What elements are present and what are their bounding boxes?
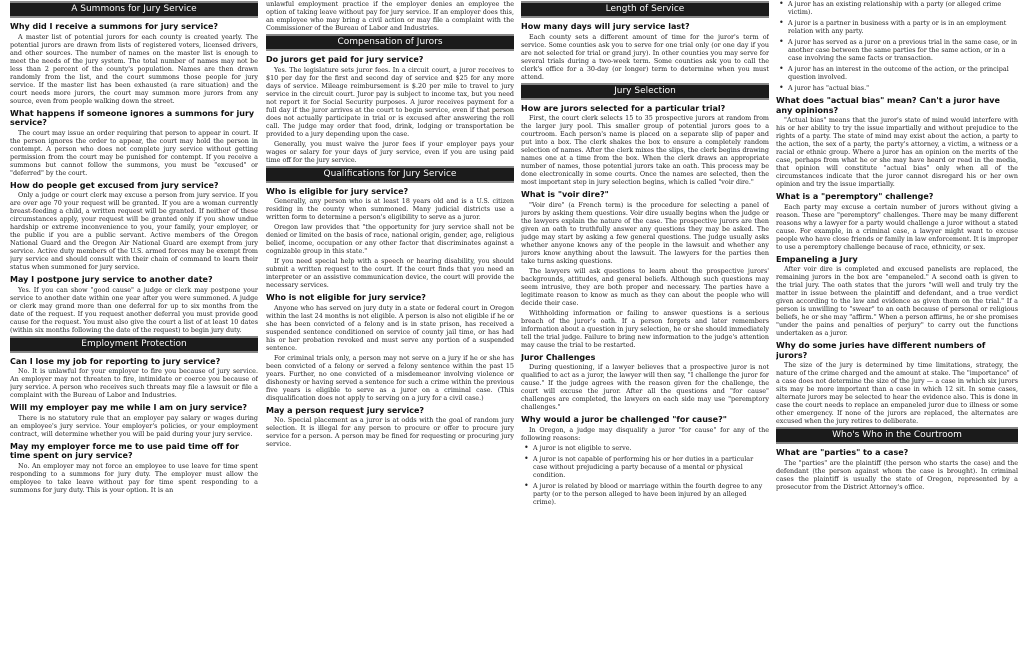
question-heading: Will my employer pay me while I am on jury service? xyxy=(10,403,248,412)
bullet-item: • A juror is not eligible to serve. xyxy=(521,444,769,452)
section-header: Length of Service xyxy=(521,1,769,18)
bullet-item: • A juror is related by blood or marriage within the fourth degree to any party (or to the person alleged to have been injured by an alleged crime). xyxy=(521,482,769,506)
bullet-list xyxy=(776,0,1018,92)
section-header: A Summons for Jury Service xyxy=(10,1,258,18)
body-paragraph: Anyone who has served on jury duty in a state or federal court in Oregon within the last 24 months is not eligible. A person is also not eligible if he or she has been convicted of a felony and is in state prison, has received a suspended sentence conditioned on service of county jail time, or has had his or her probation revoked and must serve any portion of a suspended sentence. xyxy=(266,303,514,352)
section-header: Qualifications for Jury Service xyxy=(266,166,514,183)
bullet-item: • A juror is a partner in business with a party or is in an employment relation with any party. xyxy=(776,19,1018,35)
question-heading: What is "voir dire?" xyxy=(521,190,609,199)
body-paragraph: No. An employer may not force an employee to use leave for time spent responding to a summons for jury duty. The employer must allow the employee to take leave without pay for time spent responding to a summons for jury duty. This is your option. It is an xyxy=(10,461,258,494)
column-1 xyxy=(10,0,258,662)
body-paragraph: Oregon law provides that "the opportunity for jury service shall not be denied or limited on the basis of race, national origin, gender, age, religious belief, income, occupation or any other factor that discriminates against a cognizable group in this state." xyxy=(266,223,514,255)
body-paragraph: In Oregon, a judge may disqualify a juror "for cause" for any of the following reasons: xyxy=(521,425,769,442)
body-paragraph: After voir dire is completed and excused panelists are replaced, the remaining jurors in the box are "empaneled." A second oath is given to the trial jury. The oath states that the jurors "will well and truly try the matter in issue between the plaintiff and defendant, and a true verdict given according to the law and evidence as given them on the trial." If a person is unwilling to "swear" to an oath because of personal or religious beliefs, he or she may "affirm." When a person affirms, he or she promises "under the pains and penalties of perjury" to carry out the functions undertaken as a juror. xyxy=(776,265,1018,337)
question-heading: Why would a juror be challenged "for cause?" xyxy=(521,415,727,424)
question-heading: How do people get excused from jury service? xyxy=(10,180,219,190)
body-paragraph: Only a judge or court clerk may excuse a person from jury service. If you are over age 70 your request will be granted. If you are a woman currently breast-feeding a child, a written request will be granted. If neither of these circumstances apply, your request will be granted only if you show undue hardship or extreme inconvenience to you, your family, your employer, or the public if you are a public servant. Active members of the Oregon National Guard and the Oregon Air National Guard are exempt from jury service. Active duty members of the U.S. armed forces may be exempt from jury service and should consult with their chain of command to learn their status when summoned for jury service. xyxy=(10,191,258,271)
section-header: Employment Protection xyxy=(10,336,258,353)
question-heading: Juror Challenges xyxy=(521,352,596,362)
body-paragraph: The court may issue an order requiring that person to appear in court. If the person ignores the order to appear, the court may hold the person in contempt. A person who does not complete jury service without getting permission from the court may be punished for contempt. If you receive a summons but cannot follow the summons, you must be "excused" or "deferred" by the court. xyxy=(10,128,258,177)
body-paragraph: Generally, any person who is at least 18 years old and is a U.S. citizen residing in the county when summoned. Many judicial districts use a written form to determine a person's eligibility to serve as a juror. xyxy=(266,197,514,221)
question-heading: Who is not eligible for jury service? xyxy=(266,293,426,302)
body-paragraph: Yes. The legislature sets juror fees. In a circuit court, a juror receives to $10 per day for the first and second day of service and $25 for any more days of service. Mileage reimbursement is $.20 per mile to travel to jury service in the circuit court. Juror pay is subject to income tax, but you need not report it for Social Security purposes. A juror receives payment for a full day if the juror arrives at the court to begin service, even if that person does not actually participate in trial or is excused after answering the roll call. The judge may order that food, drink, lodging or transportation be provided to a jury depending upon the case. xyxy=(266,65,514,138)
bullet-item: • A juror has an existing relationship with a party (or alleged crime victim). xyxy=(776,0,1018,16)
question-heading: May I postpone jury service to another date? xyxy=(10,275,213,284)
question-heading: What happens if someone ignores a summons for jury service? xyxy=(10,108,255,127)
question-heading: What are "parties" to a case? xyxy=(776,448,909,457)
body-paragraph: Withholding information or failing to answer questions is a serious breach of the juror's oath. If a person forgets and later remembers information about a question in jury selection, he or she should immediately tell the trial judge. Failure to bring new information to the judge's attention may cause the trial to be restarted. xyxy=(521,308,769,349)
body-paragraph: No. It is unlawful for your employer to fire you because of jury service. An employer may not threaten to fire, intimidate or coerce you because of jury service. A person who receives such threats may file a lawsuit or file a complaint with the Bureau of Labor and Industries. xyxy=(10,367,258,399)
question-heading: May a person request jury service? xyxy=(266,405,425,415)
bullet-item: • A juror has served as a juror on a previous trial in the same case, or in another case between the same parties for the same action, or in a case involving the same facts or transaction. xyxy=(776,38,1018,62)
body-paragraph: "Voir dire" (a French term) is the procedure for selecting a panel of jurors by asking them questions. Voir dire usually begins when the judge or the lawyers explain the nature of the case. The prospective jurors are then given an oath to truthfully answer any questions they may be asked. The judge may start by asking a few general questions. The judge usually asks whether anyone knows any of the people in the lawsuit and whether any jurors know anything about the lawsuit. The lawyers for the parties then take turns asking questions. xyxy=(521,200,769,265)
body-paragraph: The size of the jury is determined by time limitations, strategy, the nature of the crime charged and the amount at stake. The "importance" of a case does not determine the size of the jury — a case in which six jurors sits may be more important than a case in which 12 sit. In some cases, alternate jurors may be selected to hear the evidence also. This is done in case the court needs to replace an empaneled juror due to illness or some other emergency. If none of the jurors are replaced, the alternates are excused when the jury retires to deliberate. xyxy=(776,361,1018,425)
body-paragraph: Each county sets a different amount of time for the juror's term of service. Some counties ask you to serve for one trial only (or one day if you are not selected for trial or grand jury). In other counties you may serve for several trials during a two-week term. Some counties ask you to call the clerk's office for a 30-day (or longer) term to determine when you must attend. xyxy=(521,32,769,81)
question-heading: Empaneling a Jury xyxy=(776,254,858,264)
question-heading: Why did I receive a summons for jury service? xyxy=(10,22,219,31)
body-paragraph: Each party may excuse a certain number of jurors without giving a reason. These are "peremptory" challenges. There may be many different reasons why a lawyer for a party would challenge a juror without a stated cause. For example, in a criminal case, a lawyer might want to excuse people who have close friends or family in law enforcement. It is improper to use a peremptory challenge because of race, ethnicity, or sex. xyxy=(776,202,1018,251)
body-paragraph: During questioning, if a lawyer believes that a prospective juror is not qualified to act as a juror, the lawyer will then say, "I challenge the juror for cause." If the judge agrees with the reason given for the challenge, the court will excuse the juror. After all the questions and "for cause" challenges are completed, the lawyers on each side may use "peremptory challenges." xyxy=(521,363,769,411)
question-heading: What is a "peremptory" challenge? xyxy=(776,192,934,201)
question-heading: Do jurors get paid for jury service? xyxy=(266,55,424,64)
column-2 xyxy=(266,0,514,662)
body-paragraph: "Actual bias" means that the juror's state of mind would interfere with his or her ability to try the issue impartially and without prejudice to the rights of a party. The state of mind may exist about the action, a party to the action, the sex of a party, the party's attorney, a victim, a witness or a racial or ethnic group. Where a juror has an opinion on the merits of the case, perhaps from what he or she may have heard or read in the media, that opinion will constitute "actual bias" only when all of the circumstances indicate that the juror cannot disregard his or her own opinion and try the issue impartially. xyxy=(776,116,1018,188)
question-heading: What does "actual bias" mean? Can't a juror have any opinions? xyxy=(776,96,1000,115)
question-heading: Why do some juries have different numbers of jurors? xyxy=(776,341,986,360)
body-paragraph: The "parties" are the plaintiff (the person who starts the case) and the defendant (the person against whom the case is brought). In criminal cases the plaintiff is usually the state of Oregon, represented by a prosecutor from the District Attorney's office. xyxy=(776,458,1018,491)
section-header: Compensation of Jurors xyxy=(266,34,514,51)
body-paragraph: If you need special help with a speech or hearing disability, you should submit a written request to the court. If the court finds that you need an interpreter or an assistive communication device, the court will provide the necessary services. xyxy=(266,257,514,289)
question-heading: How are jurors selected for a particular trial? xyxy=(521,103,726,113)
bullet-item: • A juror is not capable of performing his or her duties in a particular case without prejudicing a party because of a mental or physical condition. xyxy=(521,455,769,479)
body-paragraph: For criminal trials only, a person may not serve on a jury if he or she has been convicted of a felony or served a felony sentence within the past 15 years. Further, no one convicted of a misdemeanor involving violence or dishonesty or having served a sentence for such a crime within the previous five years is eligible to serve as a juror on a criminal case. (This disqualification does not apply to serving on a jury for a civil case.) xyxy=(266,353,514,402)
body-paragraph: There is no statutory rule that an employer pay salary or wages during an employee's jury service. Your employer's policies, or your employment contract, will determine whether you will be paid during your jury service. xyxy=(10,413,258,438)
body-paragraph: First, the court clerk selects 15 to 35 prospective jurors at random from the larger jury pool. This smaller group of potential jurors goes to a courtroom. Each person's name is placed on a separate slip of paper and put into a box. The clerk shakes the box to ensure a completely random selection of names. After the clerk mixes the slips, the clerk begins drawing names one at a time from the box. When the clerk draws an appropriate number of names, those potential jurors take an oath. This process may be done electronically in some courts. Once the names are selected, then the most important step in jury selection begins, which is called "voir dire." xyxy=(521,114,769,186)
body-paragraph: A master list of potential jurors for each county is created yearly. The potential jurors are drawn from lists of registered voters, licensed drivers, and other sources. The number of names on the master list is enough to meet the needs of the jury system. The total number of names may not be less than 2 percent of the county's population. Names are then drawn randomly from the list, and the court summons those people for jury service. If the master list has been exhausted (a rare situation) and the court needs more jurors, the court may summon more jurors from any source, even from people walking down the street. xyxy=(10,32,258,105)
question-heading: May my employer force me to use paid time off for time spent on jury service? xyxy=(10,441,239,460)
section-header: Who's Who in the Courtroom xyxy=(776,427,1018,444)
body-paragraph: unlawful employment practice if the employer denies an employee the option of taking leave without pay for jury service. If an employer does this, an employee who may bring a civil action or may file a complaint with the Commissioner of the Bureau of Labor and Industries. xyxy=(266,0,514,32)
body-paragraph: No. Special placement as a juror is at odds with the goal of random jury selection. It is illegal for any person to procure or offer to procure jury service for a person. A person may be fined for requesting or procuring jury service. xyxy=(266,416,514,448)
question-heading: Can I lose my job for reporting to jury service? xyxy=(10,356,221,366)
bullet-item: • A juror has "actual bias." xyxy=(776,84,1018,92)
question-heading: Who is eligible for jury service? xyxy=(266,186,409,196)
bullet-item: • A juror has an interest in the outcome of the action, or the principal question involved. xyxy=(776,65,1018,81)
body-paragraph: Generally, you must waive the juror fees if your employer pays your wages or salary for your days of jury service, even if you are using paid time off for the jury service. xyxy=(266,139,514,164)
column-3 xyxy=(521,0,769,662)
bullet-list xyxy=(521,444,769,506)
section-header: Jury Selection xyxy=(521,83,769,100)
column-4 xyxy=(776,0,1018,662)
body-paragraph: Yes. If you can show "good cause" a judge or clerk may postpone your service to another date within one year after you were summoned. A judge or clerk may grand more than one deferral for up to six months from the date of the request. If you request another deferral you must provide good cause for the request. You must also give the court a list of at least 10 dates (within six months following the date of the request) to begin jury duty. xyxy=(10,285,258,334)
question-heading: How many days will jury service last? xyxy=(521,22,690,31)
body-paragraph: The lawyers will ask questions to learn about the prospective jurors' backgrounds, attitudes, and general beliefs. Although such questions may seem intrusive, they are both proper and necessary. The parties have a legitimate reason to know as much as they can about the people who will decide their case. xyxy=(521,266,769,307)
